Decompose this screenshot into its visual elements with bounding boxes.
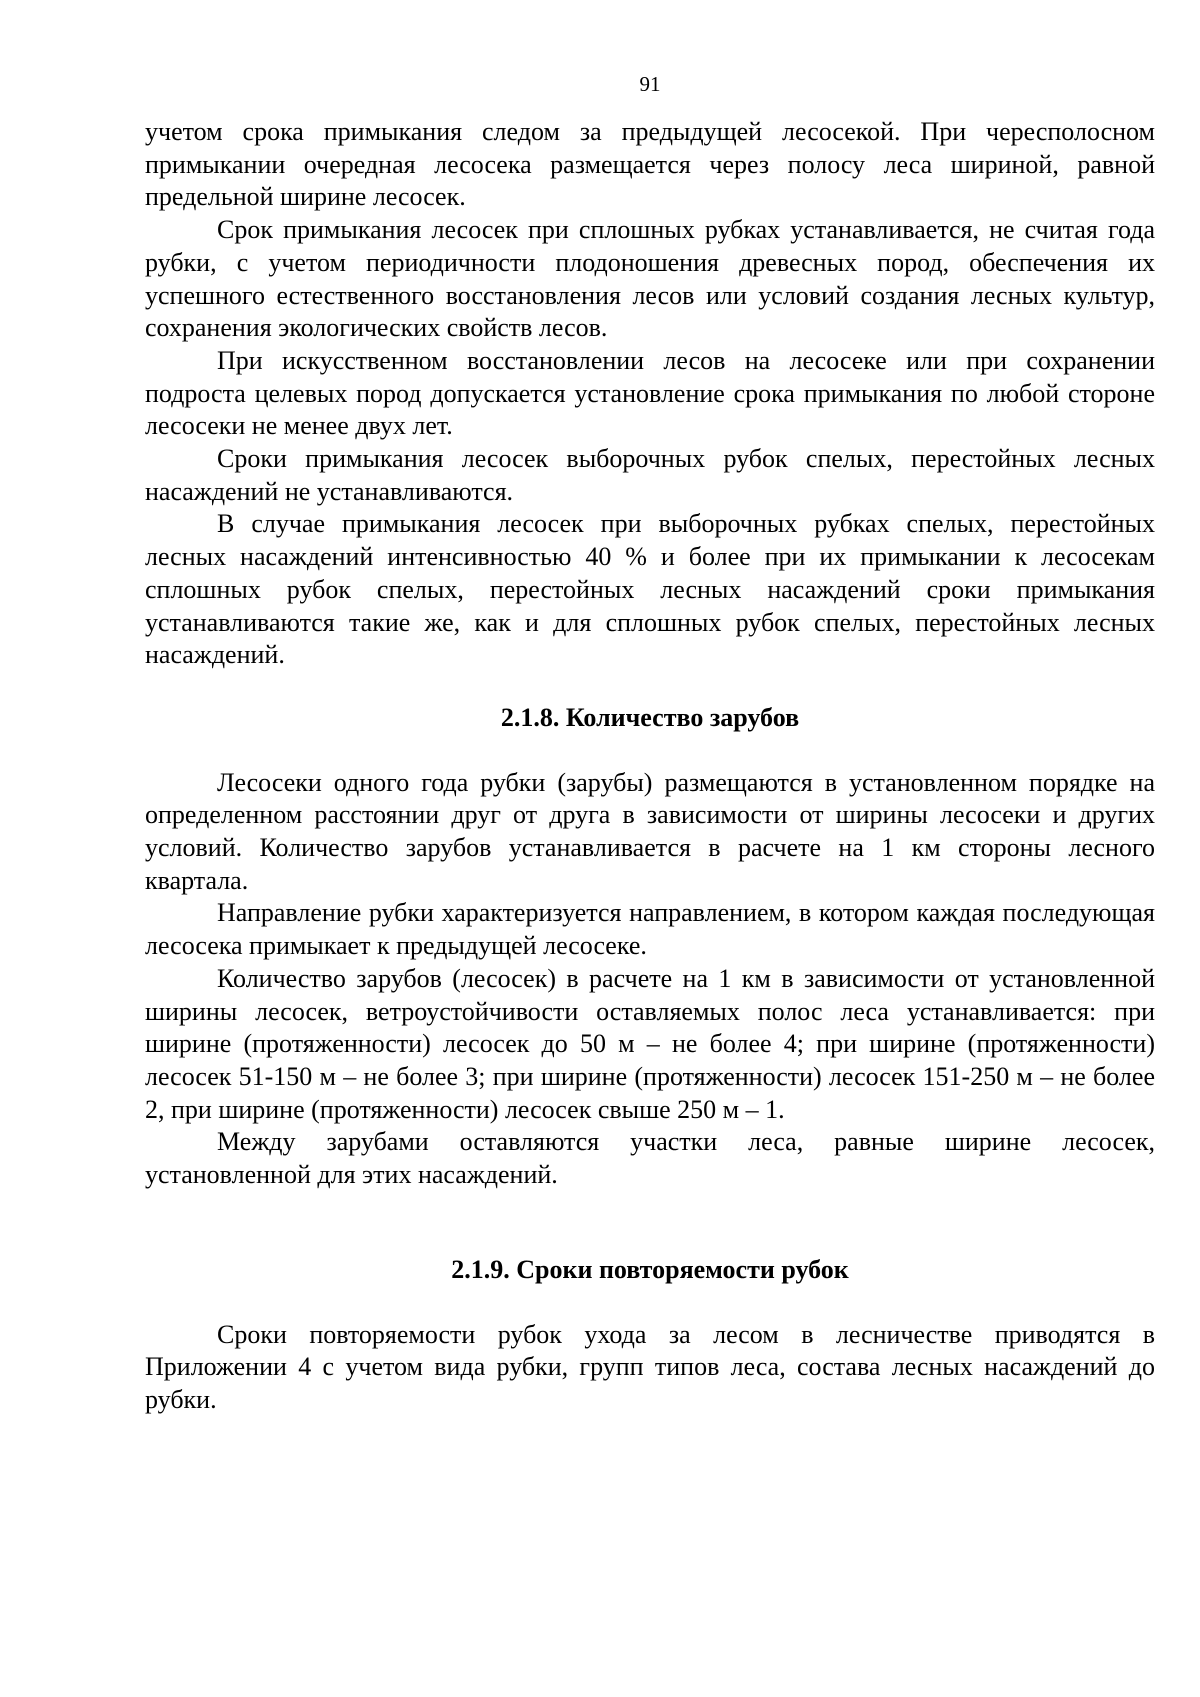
paragraph: Сроки примыкания лесосек выборочных рубок спелых, перестойных лесных насаждений не устанавливаются. [145,444,1155,506]
paragraph: Срок примыкания лесосек при сплошных рубках устанавливается, не считая года рубки, с учетом периодичности плодоношения древесных пород, обеспечения их успешного естественного восстановления лесов или условий создания лесных культур, сохранения экологических свойств лесов. [145,215,1155,343]
spacer [145,672,1155,702]
paragraph: Между зарубами оставляются участки леса, равные ширине лесосек, установленной для этих насаждений. [145,1127,1155,1190]
section-heading-2-1-8: 2.1.8. Количество зарубов [500,702,800,732]
paragraph: Сроки повторяемости рубок ухода за лесом в лесничестве приводятся в Приложении 4 с учетом вида рубки, групп типов леса, состава лесных насаждений до рубки. [145,1319,1155,1414]
paragraph: В случае примыкания лесосек при выборочных рубках спелых, перестойных лесных насаждений интенсивностью 40 % и более при их примыкании к лесосекам сплошных рубок спелых, перестойных лесных насаждений сроки примыкания устанавливаются такие же, как и для сплошных рубок спелых, перестойных лесных насаждений. [145,509,1155,670]
paragraph: При искусственном восстановлении лесов на лесосеке или при сохранении подроста целевых пород допускается установление срока примыкания по любой стороне лесосеки не менее двух лет. [145,345,1155,441]
section-heading-2-1-9: 2.1.9. Сроки повторяемости рубок [451,1254,849,1284]
paragraph-continuation: учетом срока примыкания следом за предыдущей лесосекой. При чересполосном примыкании очередная лесосека размещается через полосу леса шириной, равной предельной ширине лесосек. [145,117,1155,212]
body-text [145,116,1155,1417]
paragraph: Направление рубки характеризуется направлением, в котором каждая последующая лесосека примыкает к предыдущей лесосеке. [145,898,1155,961]
paragraph: Лесосеки одного года рубки (зарубы) размещаются в установленном порядке на определенном расстоянии друг от друга в зависимости от ширины лесосеки и других условий. Количество зарубов устанавливается в расчете на 1 км стороны лесного квартала. [145,767,1155,895]
spacer [145,1192,1155,1254]
page-number: 91 [639,72,661,96]
spacer [145,1287,1155,1319]
paragraph: Количество зарубов (лесосек) в расчете на 1 км в зависимости от установленной ширины лесосек, ветроустойчивости оставляемых полос леса устанавливается: при ширине (протяженности) лесосек до 50 м – не более 4; при ширине (протяженности) лесосек 51-150 м – не более 3; при ширине (протяженности) лесосек 151-250 м – не более 2, при ширине (протяженности) лесосек свыше 250 м – 1. [145,963,1155,1124]
spacer [145,735,1155,767]
